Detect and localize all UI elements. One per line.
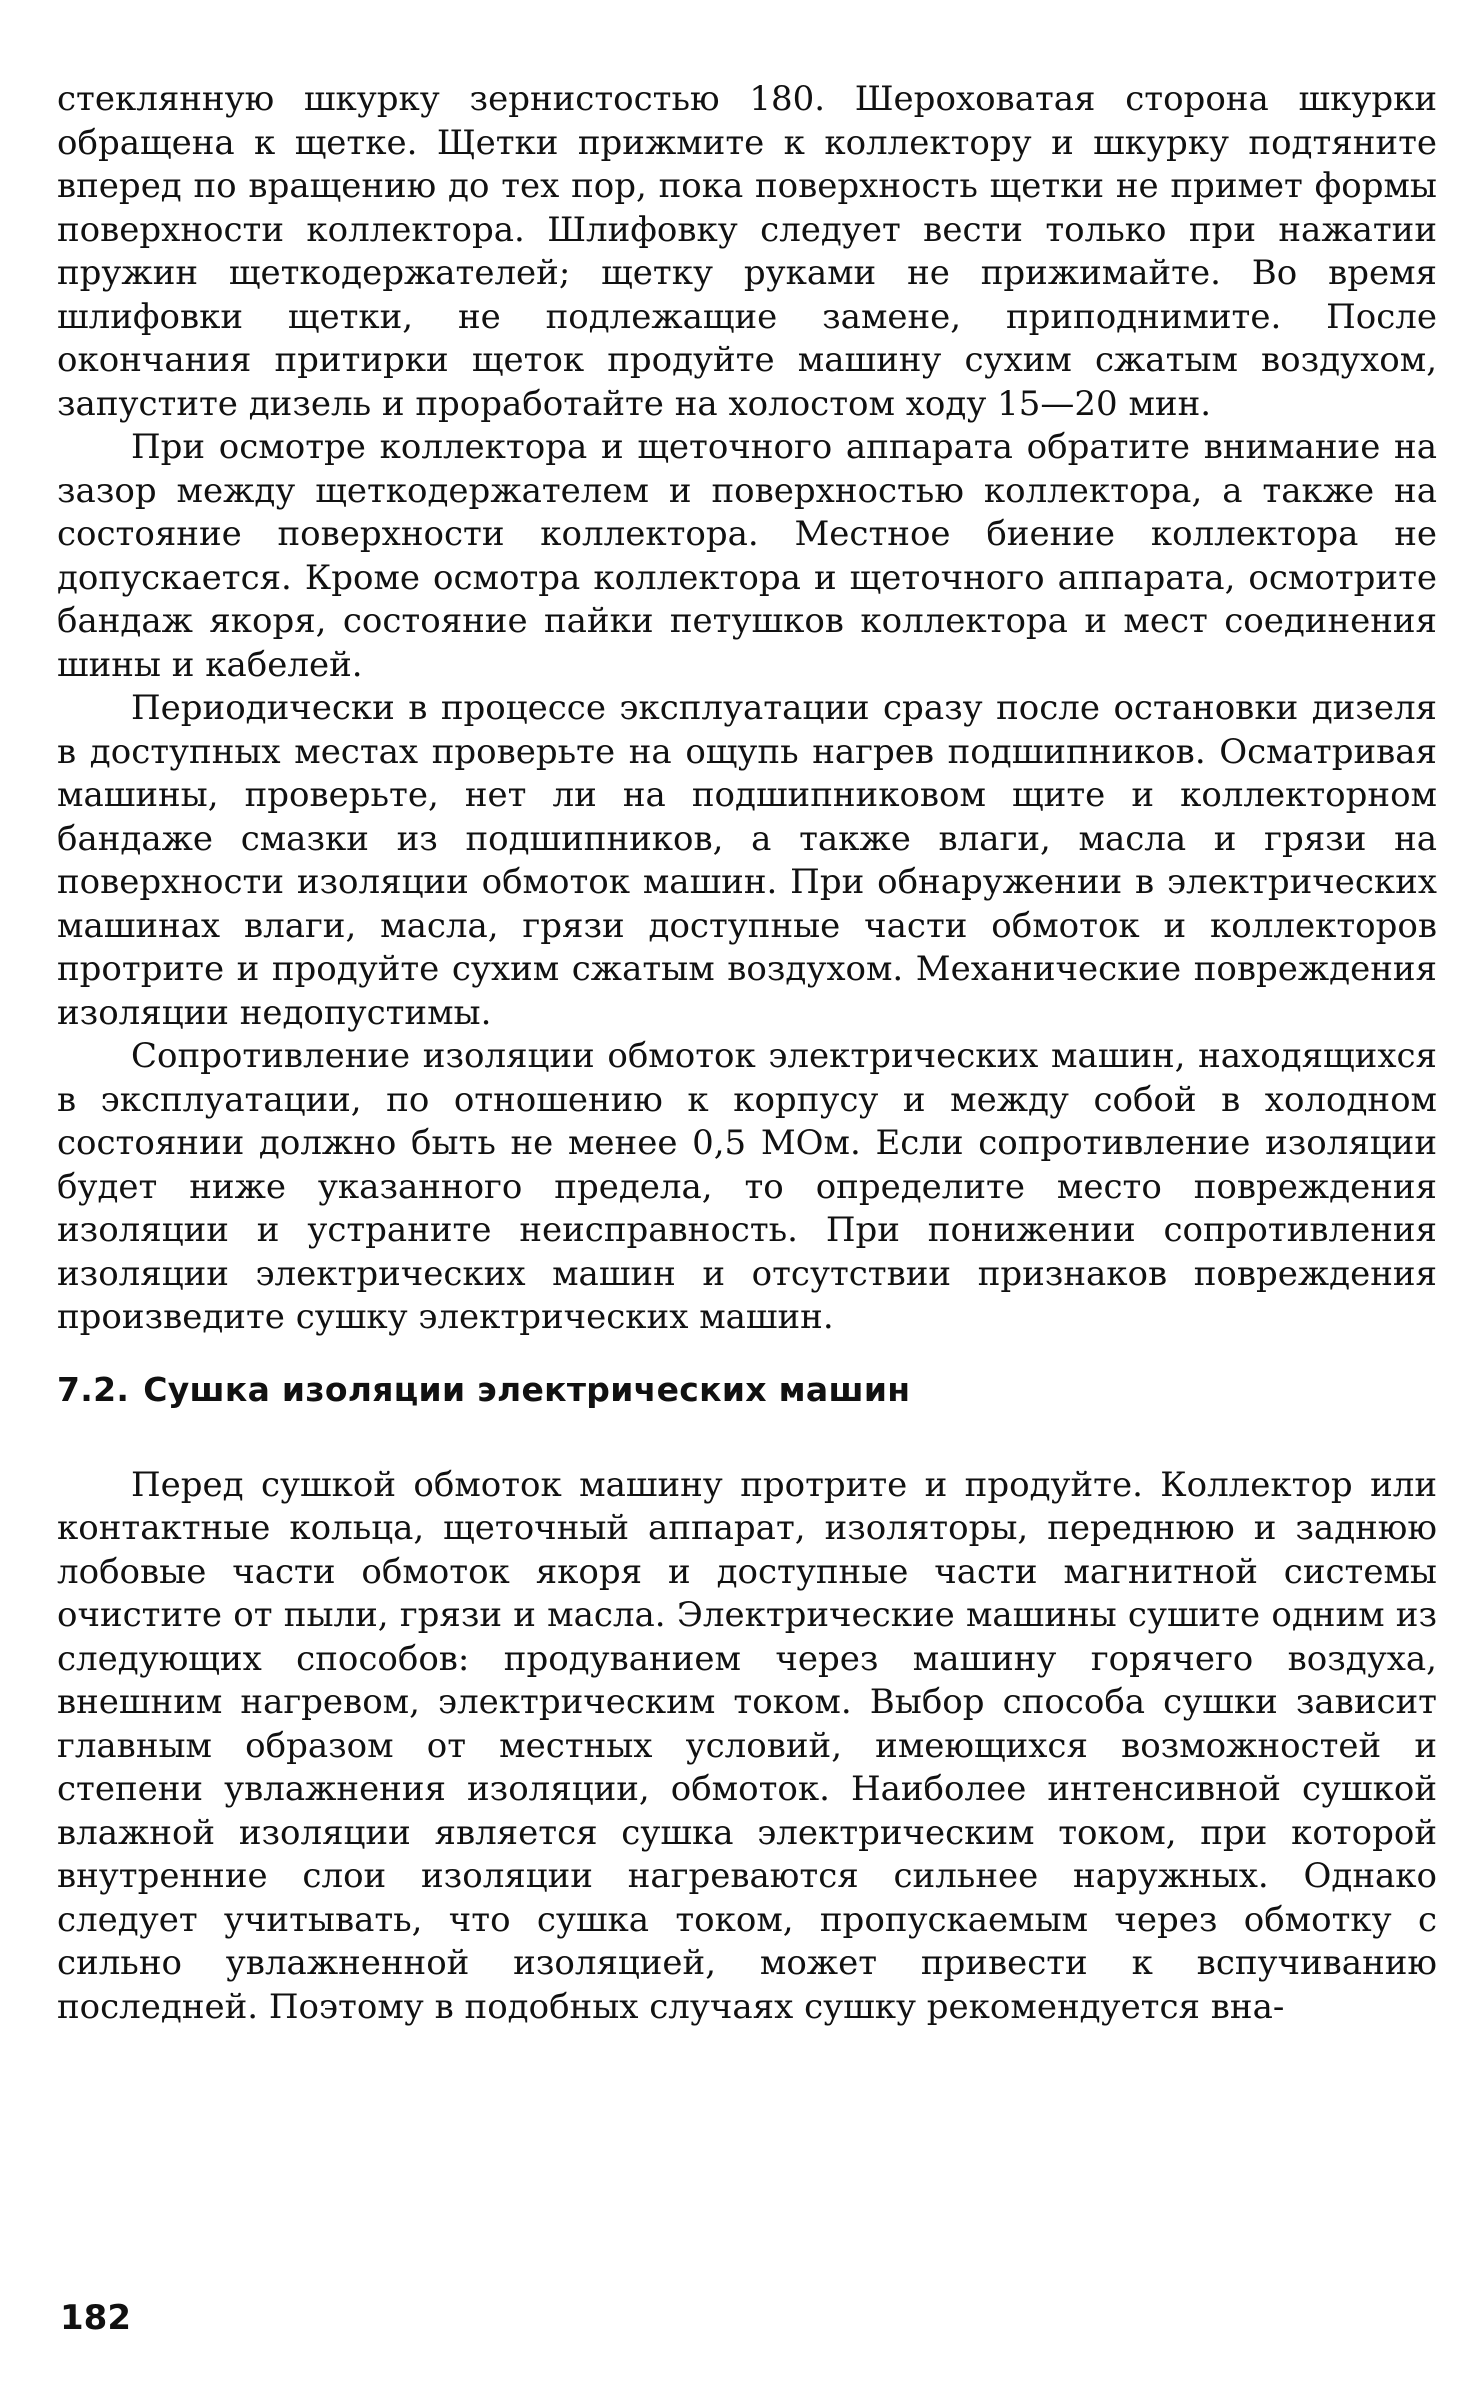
- section-title: Сушка изоляции электрических машин: [143, 1369, 911, 1409]
- paragraph-periodic-check: Периодически в процессе эксплуатации сразу после остановки дизеля в доступных местах проверьте на ощупь нагрев подшипников. Осматривая машины, проверьте, нет ли на подшипниковом щите и коллекторном бандаже смазки из подшипников, а также влаги, масла и грязи на поверхности изоляции обмоток машин. При обнаружении в электрических машинах влаги, масла, грязи доступные части обмоток и коллекторов протрите и продуйте сухим сжатым воздухом. Механические повреждения изоляции недопустимы.: [57, 688, 1437, 1033]
- paragraph-insulation-resistance: Сопротивление изоляции обмоток электрических машин, находящихся в эксплуатации, по отношению к корпусу и между собой в холодном состоянии должно быть не менее 0,5 МОм. Если сопротивление изоляции будет ниже указанного предела, то определите место повреждения изоляции и устраните неисправность. При понижении сопротивления изоляции электрических машин и отсутствии признаков повреждения произведите сушку электрических машин.: [57, 1036, 1437, 1337]
- paragraph-continuation: стеклянную шкурку зернистостью 180. Шероховатая сторона шкурки обращена к щетке. Щетки прижмите к коллектору и шкурку подтяните вперед по вращению до тех пор, пока поверхность щетки не примет формы поверхности коллектора. Шлифовку следует вести только при нажатии пружин щеткодержателей; щетку руками не прижимайте. Во время шлифовки щетки, не подлежащие замене, приподнимите. После окончания притирки щеток продуйте машину сухим сжатым воздухом, запустите дизель и проработайте на холостом ходу 15—20 мин.: [57, 79, 1437, 424]
- section-heading: [57, 1368, 1437, 1412]
- paragraph-drying-methods: Перед сушкой обмоток машину протрите и продуйте. Коллектор или контактные кольца, щеточный аппарат, изоляторы, переднюю и заднюю лобовые части обмоток якоря и доступные части магнитной системы очистите от пыли, грязи и масла. Электрические машины сушите одним из следующих способов: продуванием через машину горячего воздуха, внешним нагревом, электрическим током. Выбор способа сушки зависит главным образом от местных условий, имеющихся возможностей и степени увлажнения изоляции, обмоток. Наиболее интенсивной сушкой влажной изоляции является сушка электрическим током, при которой внутренние слои изоляции нагреваются сильнее наружных. Однако следует учитывать, что сушка током, пропускаемым через обмотку с сильно увлажненной изоляцией, может привести к вспучиванию последней. Поэтому в подобных случаях сушку рекомендуется вна-: [57, 1464, 1437, 2027]
- paragraph-collector-inspection: При осмотре коллектора и щеточного аппарата обратите внимание на зазор между щеткодержателем и поверхностью коллектора, а также на состояние поверхности коллектора. Местное биение коллектора не допускается. Кроме осмотра коллектора и щеточного аппарата, осмотрите бандаж якоря, состояние пайки петушков коллектора и мест соединения шины и кабелей.: [57, 427, 1437, 685]
- page-number: 182: [60, 2298, 131, 2338]
- page-body: [57, 78, 1437, 2029]
- section-number: 7.2.: [57, 1369, 130, 1409]
